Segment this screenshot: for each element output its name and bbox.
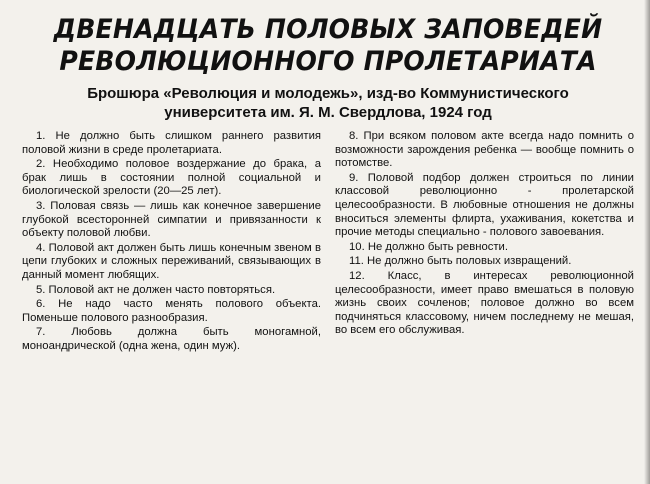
- commandment-7: 7. Любовь должна быть моногамной, моноандрической (одна жена, один муж).: [22, 326, 321, 352]
- commandment-5: 5. Половой акт не должен часто повторяться.: [36, 283, 276, 296]
- commandment-11: 11. Не должно быть половых извращений.: [349, 255, 572, 268]
- subtitle-line-1: Брошюра «Революция и молодежь», изд-во Коммунистического: [87, 85, 569, 102]
- scan-edge-shadow: [644, 0, 650, 484]
- headline: [43, 14, 612, 78]
- left-column: [22, 130, 321, 355]
- commandments-columns: [22, 130, 634, 355]
- commandment-6: 6. Не надо часто менять полового объекта. Поменьше полового разнообразия.: [22, 298, 321, 324]
- headline-line-1: ДВЕНАДЦАТЬ ПОЛОВЫХ ЗАПОВЕДЕЙ: [53, 14, 603, 45]
- commandment-10: 10. Не должно быть ревности.: [349, 240, 509, 253]
- source-subtitle: [22, 84, 634, 122]
- commandment-12: 12. Класс, в интересах революционной целесообразности, имеет право вмешаться в половую жизнь своих сочленов; половое должно во всем подчиняться классовому, ничем последнему не мешая, во всем его обслуживая.: [335, 269, 634, 337]
- commandment-4: 4. Половой акт должен быть лишь конечным звеном в цепи глубоких и сложных переживаний, связывающих в данный момент любящих.: [22, 241, 321, 281]
- commandment-1: 1. Не должно быть слишком раннего развития половой жизни в среде пролетариата.: [22, 130, 321, 156]
- commandment-2: 2. Необходимо половое воздержание до брака, а брак лишь в состоянии полной социальной и биологической зрелости (20—25 лет).: [22, 158, 321, 198]
- commandment-8: 8. При всяком половом акте всегда надо помнить о возможности зарождения ребенка — вообще помнить о потомстве.: [335, 130, 634, 170]
- commandment-3: 3. Половая связь — лишь как конечное завершение глубокой всесторонней симпатии и привязанности к объекту половой любви.: [22, 199, 321, 240]
- right-column: [335, 130, 634, 355]
- commandment-9: 9. Половой подбор должен строиться по линии классовой революционно - пролетарской целесообразности. В любовные отношения не должны вноситься элементы флирта, ухаживания, кокетства и прочие методы специально - полового завоевания.: [335, 171, 634, 239]
- subtitle-line-2: университета им. Я. М. Свердлова, 1924 год: [164, 104, 492, 121]
- headline-line-2: РЕВОЛЮЦИОННОГО ПРОЛЕТАРИАТА: [59, 46, 597, 77]
